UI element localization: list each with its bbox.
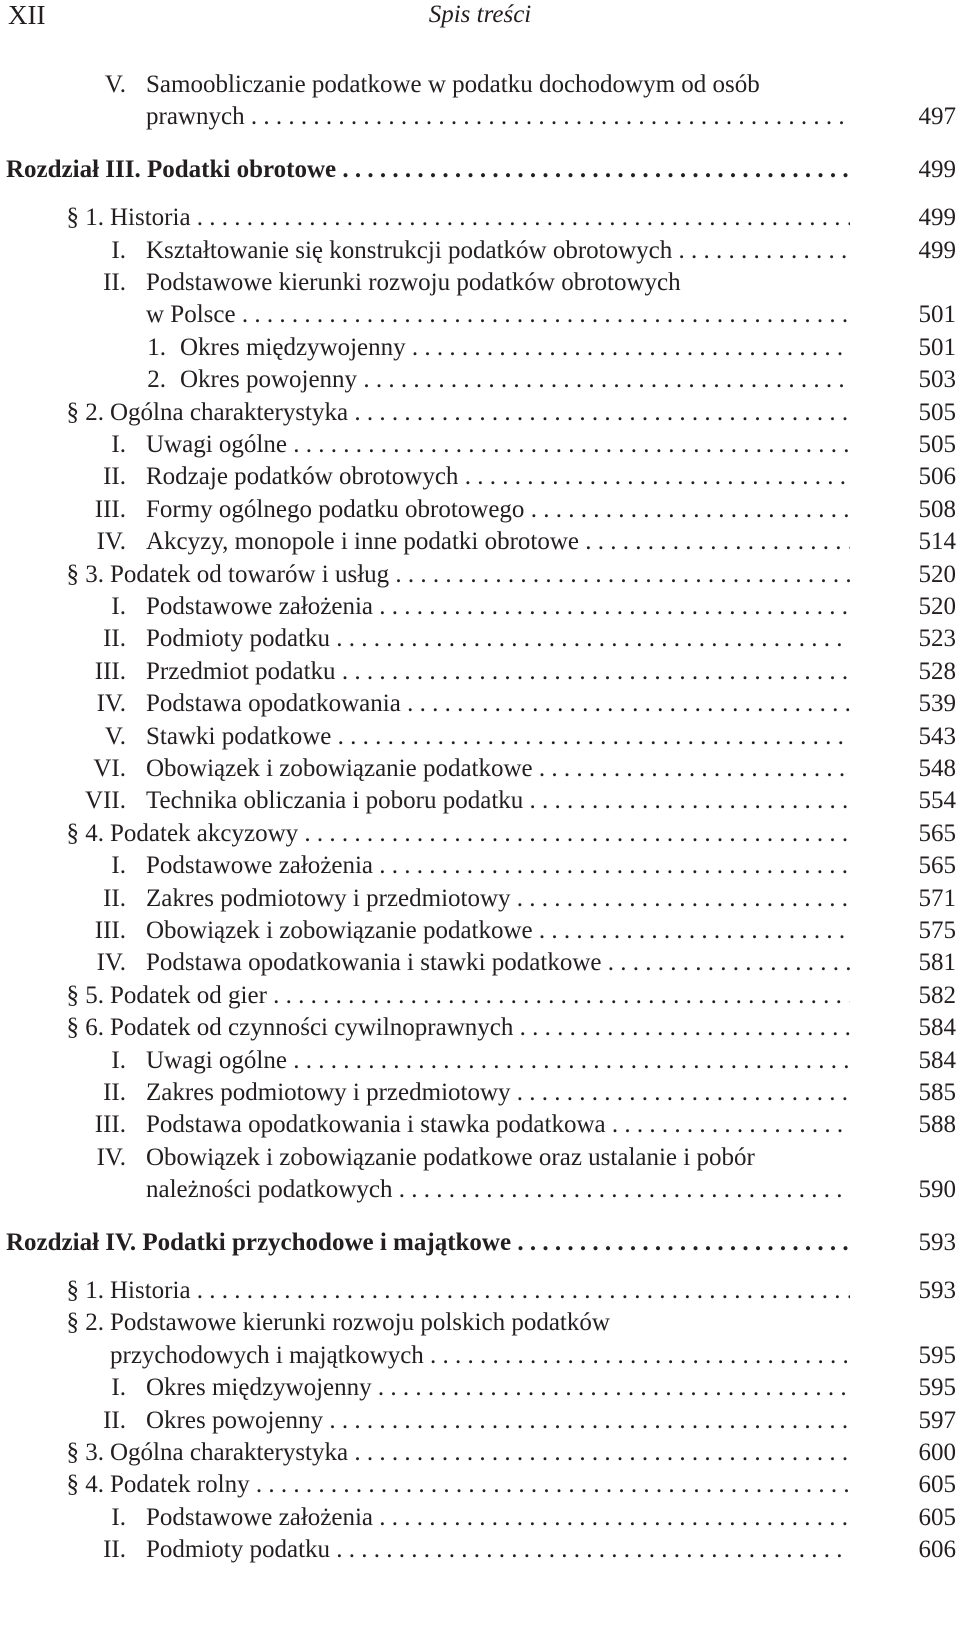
toc-entry-page: 543 [890,722,956,752]
toc-entry-page: 605 [890,1470,956,1500]
toc-entry-number: 2. [147,366,166,394]
toc-entry-page: 595 [890,1341,956,1371]
toc-entry [0,268,960,333]
toc-entry-page: 588 [890,1110,956,1140]
toc-entry-title: prawnych . . . [146,102,850,132]
toc-entry-line [0,1535,960,1565]
toc-entry-title: Technika obliczania i poboru podatku . . . [146,786,850,816]
toc-entry-title: Podstawa opodatkowania i stawki podatkowe . . . [146,948,850,978]
toc-entry-page: 501 [890,300,956,330]
toc-entry-number: II. [103,1079,126,1106]
toc-entry-title: Okres międzywojenny . . . [180,333,850,363]
toc-entry-title: Zakres podmiotowy i przedmiotowy . . . [146,884,850,914]
toc-entry-page: 505 [890,398,956,428]
running-head-title: Spis treści [428,1,532,28]
toc-entry [0,819,960,851]
toc-entry-page: 593 [890,1228,956,1258]
toc-entry-title: Podstawowe założenia . . . [146,592,850,622]
toc-entry-line [0,365,960,395]
toc-entry [0,430,960,462]
toc-entry [0,1078,960,1110]
toc-entry-number: II. [103,1406,126,1434]
toc-entry-title: Formy ogólnego podatku obrotowego . . . [146,495,850,525]
toc-entry-title: Podatek rolny . . . [110,1470,850,1500]
toc-entry [0,981,960,1013]
toc-entry-page: 505 [890,430,956,460]
toc-entry-line [0,155,960,185]
toc-entry-page: 597 [890,1406,956,1436]
toc-entry-line [0,884,960,914]
toc-entry-page: 508 [890,495,956,525]
toc-entry-number: § 5. [66,981,104,1009]
toc-entry-line [0,236,960,266]
toc-entry-number: § 4. [66,1471,104,1499]
toc-entry [0,884,960,916]
toc-entry-line [0,333,960,363]
toc-entry-title: Podstawa opodatkowania . . . [146,689,850,719]
toc-entry [0,722,960,754]
toc-entry [0,1228,960,1260]
toc-entry-line [0,268,960,298]
toc-entry [0,851,960,883]
toc-entry-line [0,300,960,330]
toc-entry-title: Rodzaje podatków obrotowych . . . [146,462,850,492]
toc-entry [0,365,960,397]
toc-entry-title: Okres międzywojenny . . . [146,1373,850,1403]
toc-entry-number: II. [103,625,126,653]
toc-entry-page: 565 [890,851,956,881]
toc-entry-line [0,1175,960,1205]
toc-entry-page: 582 [890,981,956,1011]
toc-entry-number: I. [111,1046,126,1074]
toc-entry [0,1470,960,1502]
toc-entry-line [0,102,960,132]
toc-entry [0,1535,960,1567]
toc-entry-page: 575 [890,916,956,946]
toc-entry-title: należności podatkowych . . . [146,1175,850,1205]
toc-entry [0,1373,960,1405]
toc-entry-title: Podatek od gier . . . [110,981,850,1011]
toc-entry-line [0,462,960,492]
toc-entry-number: III. [94,1111,126,1139]
toc-entry-number: § 1. [66,204,104,232]
toc-entry-title: Podstawowe założenia . . . [146,851,850,881]
toc-entry [0,398,960,430]
toc-entry-title: Rozdział III. Podatki obrotowe . . . [6,155,850,185]
toc-entry-page: 548 [890,754,956,784]
toc-entry-line [0,1228,960,1258]
toc-entry-line [0,754,960,784]
toc-entry-line [0,948,960,978]
toc-entry [0,462,960,494]
toc-entry-number: VII. [85,787,126,815]
toc-entry-line [0,1013,960,1043]
toc-entry [0,560,960,592]
toc-entry-title: Historia . . . [110,203,850,233]
toc-entry-line [0,398,960,428]
toc-entry-line [0,1276,960,1306]
toc-entry-number: I. [111,593,126,620]
toc-entry-line [0,657,960,687]
toc-entry-number: § 2. [66,1309,104,1337]
toc-entry-title: Historia . . . [110,1276,850,1306]
toc-entry-page: 539 [890,689,956,719]
toc-entry [0,1276,960,1308]
toc-entry-line [0,560,960,590]
toc-entry-page: 520 [890,560,956,590]
toc-entry [0,754,960,786]
toc-entry-number: I. [111,1374,126,1402]
toc-entry-number: VI. [93,755,126,782]
toc-entry-number: I. [111,236,126,264]
toc-entry [0,948,960,980]
toc-entry-title: Podatek od czynności cywilnoprawnych . . . [110,1013,850,1043]
toc-entry-page: 600 [890,1438,956,1468]
toc-entry-number: 1. [147,333,166,361]
toc-entry-number: I. [111,852,126,880]
toc-entry-number: I. [111,431,126,458]
toc-entry-title: Obowiązek i zobowiązanie podatkowe oraz ustalanie i pobór [146,1143,755,1171]
toc-entry-title: Ogólna charakterystyka . . . [110,398,850,428]
toc-entry [0,527,960,559]
toc-entry-line [0,495,960,525]
toc-entry-number: § 2. [66,398,104,426]
toc-entry [0,592,960,624]
toc-entry-page: 528 [890,657,956,687]
toc-entry-number: III. [94,657,126,685]
toc-entry-page: 506 [890,462,956,492]
toc-entry-page: 571 [890,884,956,914]
toc-entry-title: Podatek od towarów i usług . . . [110,560,850,590]
toc-entry-number: IV. [96,949,126,977]
toc-entry-page: 503 [890,365,956,395]
toc-entry-number: § 6. [66,1014,104,1042]
toc-entry-number: II. [103,269,126,296]
toc-entry [0,657,960,689]
toc-entry-number: IV. [96,1143,126,1171]
toc-entry-line [0,592,960,622]
toc-entry-title: Akcyzy, monopole i inne podatki obrotowe . . . [146,527,850,557]
toc-entry-page: 595 [890,1373,956,1403]
toc-entry-page: 593 [890,1276,956,1306]
toc-entry-line [0,1438,960,1468]
toc-entry [0,916,960,948]
toc-entry-number: II. [103,463,126,491]
toc-entry [0,236,960,268]
toc-entry-line [0,1406,960,1436]
toc-entry-title: Okres powojenny . . . [180,365,850,395]
toc-entry [0,203,960,235]
toc-entry [0,624,960,656]
toc-entry-number: IV. [96,528,126,556]
toc-entry-number: V. [104,722,126,750]
toc-entry-number: V. [104,71,126,98]
toc-entry-line [0,203,960,233]
toc-entry-number: § 4. [66,819,104,847]
toc-entry-line [0,1373,960,1403]
toc-entry-line [0,527,960,557]
toc-entry-line [0,722,960,752]
toc-entry-title: Okres powojenny . . . [146,1406,850,1436]
toc-entry-line [0,981,960,1011]
toc-entry [0,1308,960,1373]
toc-entry-title: Przedmiot podatku . . . [146,657,850,687]
toc-entry-number: § 3. [66,1439,104,1466]
toc-entry-line [0,1341,960,1371]
toc-entry-line [0,1078,960,1108]
toc-entry-line [0,624,960,654]
toc-entry [0,1110,960,1142]
toc-entry-title: Podatek akcyzowy . . . [110,819,850,849]
toc-entry-title: Uwagi ogólne . . . [146,430,850,460]
toc-entry-line [0,916,960,946]
toc-entry-page: 584 [890,1013,956,1043]
toc-entry-number: II. [103,884,126,912]
toc-entry-page: 590 [890,1175,956,1205]
toc-entry-title: Rozdział IV. Podatki przychodowe i majątkowe . . . [6,1228,850,1258]
toc-entry-page: 565 [890,819,956,849]
toc-entry-title: przychodowych i majątkowych . . . [110,1341,850,1371]
toc-entry-page: 497 [890,102,956,132]
toc-entry-title: Obowiązek i zobowiązanie podatkowe . . . [146,916,850,946]
toc-entry [0,1438,960,1470]
toc-entry-title: Samoobliczanie podatkowe w podatku dochodowym od osób [146,71,760,98]
toc-entry-title: Podstawowe kierunki rozwoju podatków obrotowych [146,269,681,296]
toc-entry-page: 499 [890,236,956,266]
toc-entry-number: § 1. [66,1277,104,1304]
toc-entry-page: 585 [890,1078,956,1108]
toc-entry-title: Uwagi ogólne . . . [146,1046,850,1076]
toc-entry-page: 554 [890,786,956,816]
toc-entry-line [0,819,960,849]
toc-entry-title: w Polsce . . . [146,300,850,330]
toc-entry-title: Stawki podatkowe . . . [146,722,850,752]
toc-entry-number: § 3. [66,560,104,588]
toc-entry [0,1046,960,1078]
toc-entry-title: Podmioty podatku . . . [146,1535,850,1565]
toc-entry-page: 606 [890,1535,956,1565]
toc-entry [0,1503,960,1535]
toc-entry [0,333,960,365]
toc-entry-line [0,786,960,816]
toc-entry-page: 523 [890,624,956,654]
toc-entry-page: 499 [890,155,956,185]
toc-entry [0,1143,960,1208]
toc-entry-line [0,1143,960,1173]
toc-entry-title: Kształtowanie się konstrukcji podatków obrotowych . . . [146,236,850,266]
toc-entry-page: 501 [890,333,956,363]
toc-entry-page: 514 [890,527,956,557]
toc-entry-line [0,1470,960,1500]
toc-entry [0,155,960,187]
toc-entry-line [0,70,960,100]
toc-entry-number: IV. [96,690,126,718]
toc-entry-line [0,1110,960,1140]
toc-entry-line [0,1308,960,1338]
toc-entry-number: III. [94,917,126,944]
toc-entry-title: Ogólna charakterystyka . . . [110,1438,850,1468]
toc-entry-line [0,851,960,881]
toc-entry-number: II. [103,1536,126,1564]
toc-entry-line [0,1503,960,1533]
toc-entry-page: 584 [890,1046,956,1076]
page-number: XII [8,0,46,30]
toc-entry [0,1406,960,1438]
toc-entry-number: III. [94,495,126,523]
toc-entry-title: Obowiązek i zobowiązanie podatkowe . . . [146,754,850,784]
toc-entry-number: I. [111,1503,126,1531]
toc-entry-line [0,1046,960,1076]
toc-entry-title: Zakres podmiotowy i przedmiotowy . . . [146,1078,850,1108]
toc-entry-page: 581 [890,948,956,978]
toc-entry [0,786,960,818]
toc-entry-page: 520 [890,592,956,622]
toc-entry-title: Podmioty podatku . . . [146,624,850,654]
toc-entry-title: Podstawowe kierunki rozwoju polskich podatków [110,1309,610,1337]
toc-entry-title: Podstawowe założenia . . . [146,1503,850,1533]
toc-entry-line [0,430,960,460]
toc-entry-title: Podstawa opodatkowania i stawka podatkowa . . . [146,1110,850,1140]
toc-entry-page: 605 [890,1503,956,1533]
toc-entry-page: 499 [890,203,956,233]
toc-entry [0,1013,960,1045]
toc-entry [0,70,960,135]
toc-entry [0,495,960,527]
toc-entry-line [0,689,960,719]
toc-entry [0,689,960,721]
